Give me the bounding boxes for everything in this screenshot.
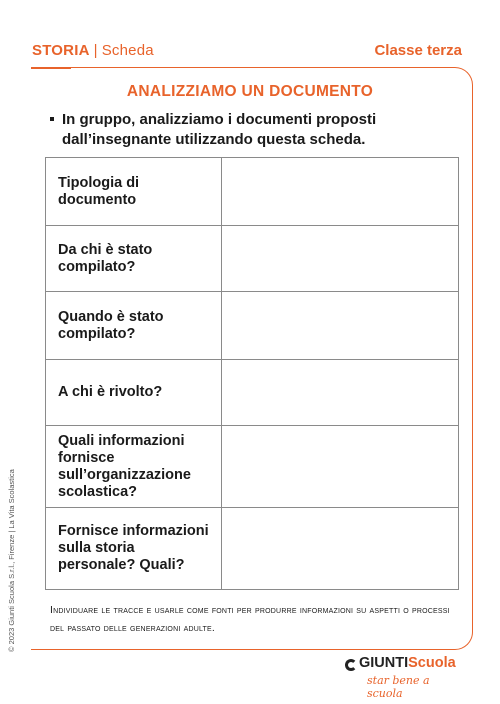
table-row — [46, 292, 459, 360]
page-header — [32, 42, 462, 64]
analysis-table — [45, 157, 459, 590]
answer-cell[interactable] — [222, 292, 459, 360]
worksheet-title: ANALIZZIAMO UN DOCUMENTO — [126, 83, 374, 100]
header-grade: Classe terza — [374, 42, 462, 59]
question-cell: A chi è rivolto? — [46, 360, 222, 426]
question-cell: Fornisce informazioni sulla storia personale? Quali? — [46, 508, 222, 590]
copyright-notice: © 2023 Giunti Scuola S.r.l., Firenze | La Vita Scolastica — [7, 469, 16, 652]
table-row — [46, 158, 459, 226]
answer-cell[interactable] — [222, 426, 459, 508]
question-cell: Tipologia di documento — [46, 158, 222, 226]
publisher-logo — [345, 655, 465, 700]
logo-brand: GIUNTIScuola — [359, 655, 456, 671]
header-subtype: Scheda — [101, 42, 154, 59]
table-row — [46, 508, 459, 590]
question-cell: Da chi è stato compilato? — [46, 226, 222, 292]
bullet-icon — [50, 117, 54, 121]
question-cell: Quali informazioni fornisce sull’organizzazione scolastica? — [46, 426, 222, 508]
logo-tagline: star bene a scuola — [367, 674, 430, 700]
answer-cell[interactable] — [222, 360, 459, 426]
header-separator: | — [93, 42, 98, 59]
answer-cell[interactable] — [222, 508, 459, 590]
header-subject: STORIA | Scheda — [32, 42, 154, 59]
answer-cell[interactable] — [222, 158, 459, 226]
instruction — [50, 110, 450, 150]
table-row — [46, 360, 459, 426]
question-cell: Quando è stato compilato? — [46, 292, 222, 360]
table-row — [46, 226, 459, 292]
answer-cell[interactable] — [222, 226, 459, 292]
teacher-note: Individuare le tracce e usarle come fonti per produrre informazioni su aspetti o processi del passato delle generazioni adulte. — [50, 604, 450, 634]
giunti-logo-icon — [345, 659, 357, 671]
table-row — [46, 426, 459, 508]
instruction-text: In gruppo, analizziamo i documenti proposti dall’insegnante utilizzando questa scheda. — [62, 111, 377, 148]
